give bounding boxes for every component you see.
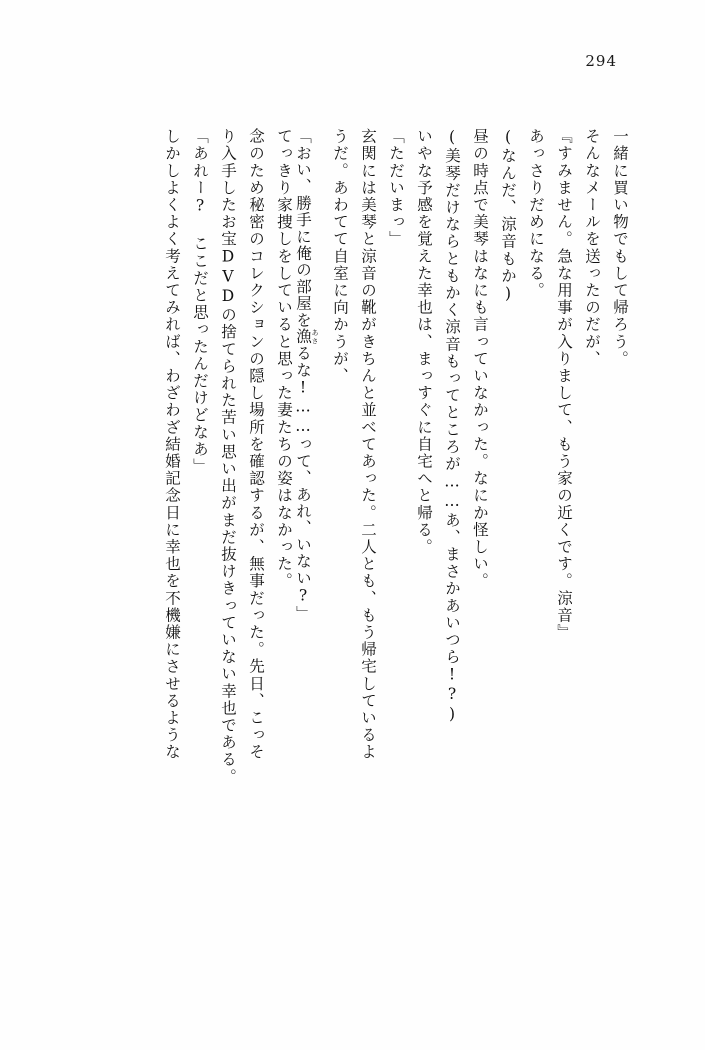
text-column: 玄関には美琴と涼音の靴がきちんと並べてあった。二人とも、もう帰宅しているよ (359, 128, 377, 761)
text-column: いやな予感を覚えた幸也は、まっすぐに自宅へと帰る。 (415, 128, 433, 556)
text-column: 『すみません。急な用事が入りまして、もう家の近くです。涼音』 (555, 128, 573, 641)
page-number: 294 (585, 52, 617, 70)
text-column: うだ。あわてて自室に向かうが、 (331, 128, 349, 385)
text-column: そんなメールを送ったのだが、 (583, 128, 601, 368)
text-column: 「ただいまっ」 (387, 128, 405, 248)
text-column: り入手したお宝DVDの捨てられた苦い思い出がまだ抜けきっていない幸也である。 (219, 128, 237, 786)
text-column: てっきり家捜しをしていると思った妻たちの姿はなかった。 (275, 128, 293, 590)
text-column: 念のため秘密のコレクションの隠し場所を確認するが、無事だった。先日、こっそ (247, 128, 265, 761)
text-column: 「おい、勝手に俺の部屋を漁 あさるな!……って、あれ、いない?」 (294, 128, 319, 623)
text-column: 一緒に買い物でもして帰ろう。 (611, 128, 629, 368)
text-column: あっさりだめになる。 (527, 128, 545, 299)
text-column: しかしよくよく考えてみれば、わざわざ結婚記念日に幸也を不機嫌にさせるような (163, 128, 181, 761)
text-column: 昼の時点で美琴はなにも言っていなかった。なにか怪しい。 (471, 128, 489, 590)
text-column: (美琴だけならともかく涼音もってところが……あ、まさかあいつら!?) (443, 128, 461, 725)
ruby-annotation: 漁 あさ (294, 328, 319, 346)
text-column: 「あれー? ここだと思ったんだけどなあ」 (191, 128, 209, 475)
text-column: (なんだ、涼音もか) (499, 128, 517, 304)
vertical-text-body (82, 110, 627, 950)
